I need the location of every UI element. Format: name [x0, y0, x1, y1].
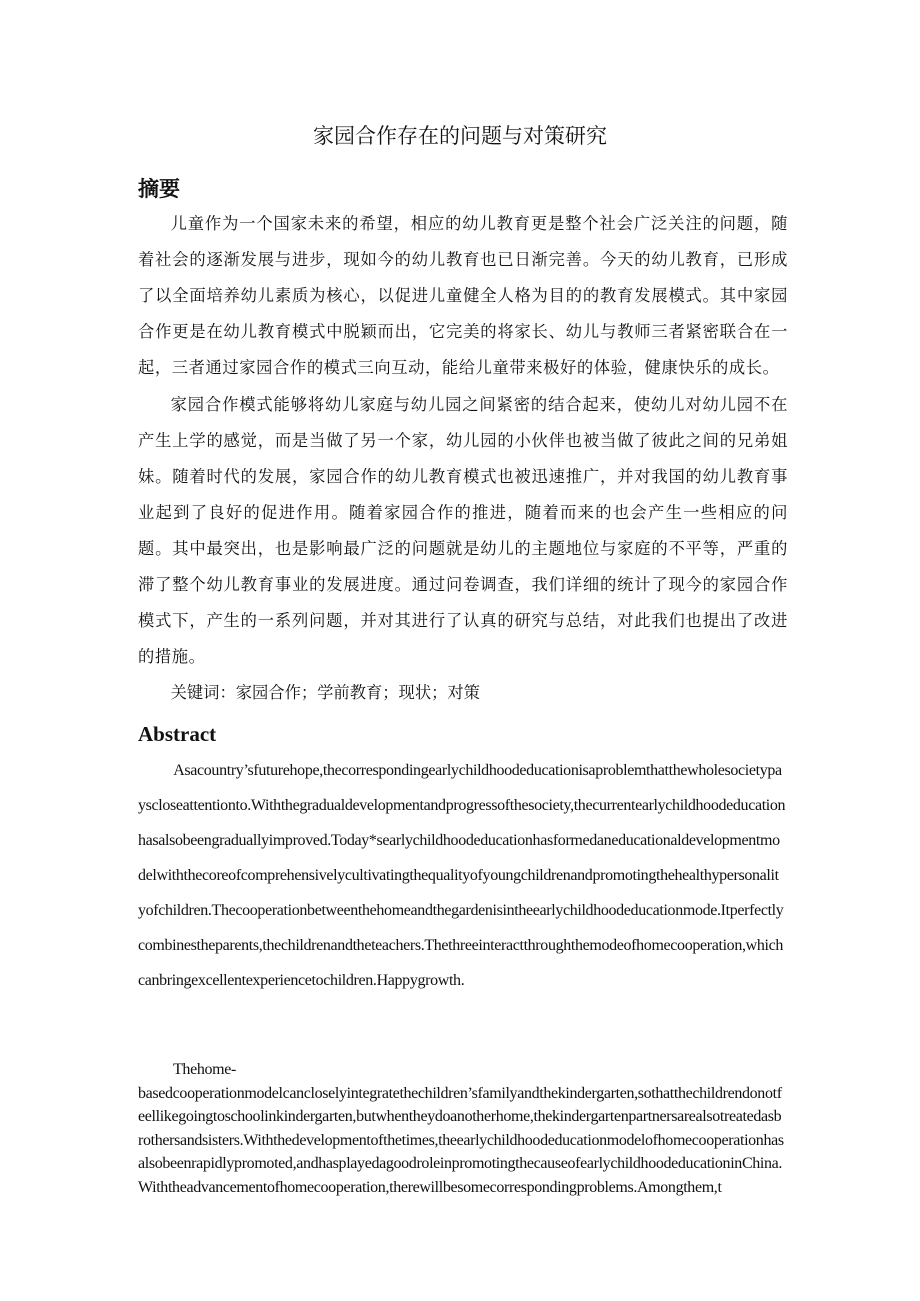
keywords-line: 关键词：家园合作；学前教育；现状；对策	[170, 683, 480, 702]
abstract-paragraph-zh-1: 儿童作为一个国家未来的希望，相应的幼儿教育更是整个社会广泛关注的问题，随着社会的逐渐发展与进步，现如今的幼儿教育也已日渐完善。今天的幼儿教育，已形成了以全面培养幼儿素质为核心，以促进儿童健全人格为目的的教育发展模式。其中家园合作更是在幼儿教育模式中脱颖而出，它完美的将家长、幼儿与教师三者紧密联合在一起，三者通过家园合作的模式三向互动，能给儿童带来极好的体验，健康快乐的成长。	[138, 214, 788, 377]
abstract-paragraph-zh-2: 家园合作模式能够将幼儿家庭与幼儿园之间紧密的结合起来，使幼儿对幼儿园不在产生上学的感觉，而是当做了另一个家，幼儿园的小伙伴也被当做了彼此之间的兄弟姐妹。随着时代的发展，家园合作的幼儿教育模式也被迅速推广，并对我国的幼儿教育事业起到了良好的促进作用。随着家园合作的推进，随着而来的也会产生一些相应的问题。其中最突出，也是影响最广泛的问题就是幼儿的主题地位与家庭的不平等，严重的滞了整个幼儿教育事业的发展进度。通过问卷调查，我们详细的统计了现今的家园合作模式下，产生的一系列问题，并对其进行了认真的研究与总结，对此我们也提出了改进的措施。	[138, 395, 788, 666]
abstract-paragraph-en-2-first-line: Thehome-	[173, 1061, 236, 1078]
abstract-heading-en: Abstract	[138, 722, 217, 746]
abstract-paragraph-en-1: Asacountry’sfuturehope,thecorrespondingearlychildhoodeducationisaproblemthatthewholesocietypayscloseattentionto.Withthegradualdevelopmentandprogressofthesociety,thecurrentearlychildhoodeducationhasalsobeengraduallyimproved.Today*searlychildhoodeducationhasformedaneducationaldevelopmentmodelwiththecoreofcomprehensivelycultivatingthequalityofyoungchildrenandpromotingthehealthypersonalityofchildren.Thecooperationbetweenthehomeandthegardenisintheearlychildhoodeducationmode.Itperfectlycombinestheparents,thechildrenandtheteachers.Thethreeinteractthroughthemodeofhomecooperation,whichcanbringexcellentexperiencetochildren.Happygrowth.	[138, 762, 786, 989]
abstract-paragraph-en-2	[138, 1058, 786, 1199]
document-title: 家园合作存在的问题与对策研究	[313, 124, 607, 148]
abstract-heading-zh: 摘要	[138, 177, 180, 201]
abstract-paragraph-en-2-rest: basedcooperationmodelcancloselyintegratethechildren’sfamilyandthekindergarten,sothatthechildrendonotfeellikegoingtoschoolinkindergarten,butwhentheydoanotherhome,thekindergartenpartnersarealsotreatedasbrothersandsisters.Withthedevelopmentofthetimes,theearlychildhoodeducationmodelofhomecooperationhasalsobeenrapidlypromoted,andhasplayedagoodroleinpromotingthecauseofearlychildhoodeducationinChina.Withtheadvancementofhomecooperation,therewillbesomecorrespondingproblems.Amongthem,t	[138, 1084, 784, 1196]
